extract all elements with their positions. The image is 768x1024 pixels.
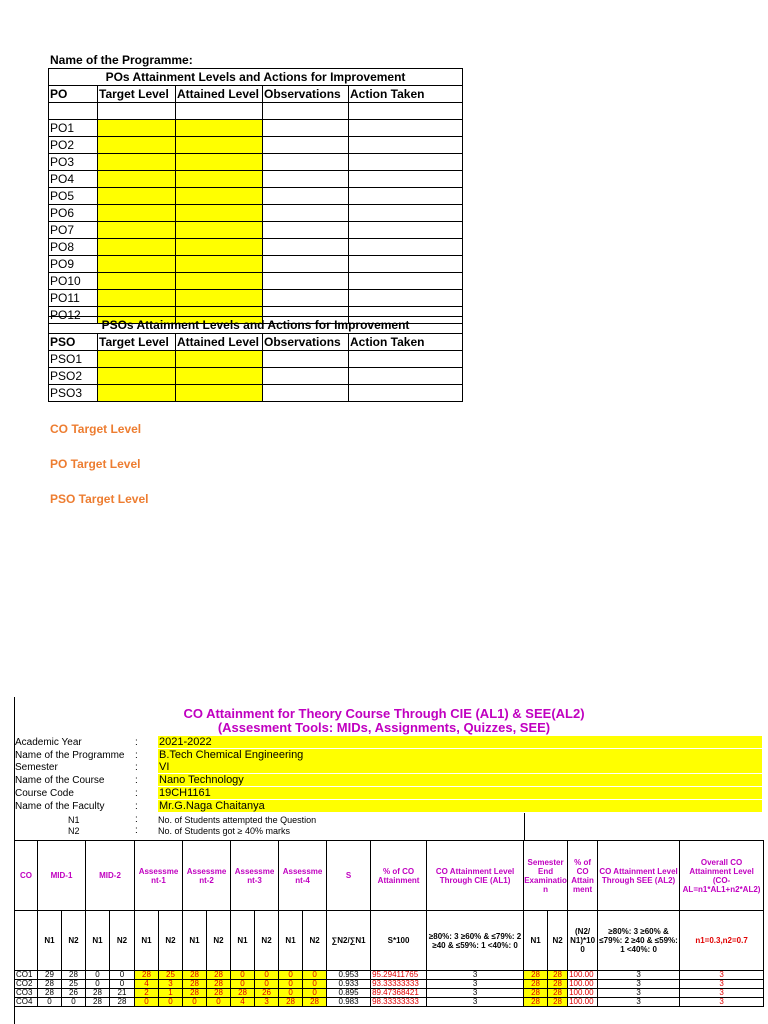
observations-cell[interactable] bbox=[263, 256, 349, 273]
header2-weights: n1=0.3,n2=0.7 bbox=[680, 911, 764, 971]
see-n2: 28 bbox=[548, 998, 568, 1007]
pct-attainment: 98.33333333 bbox=[371, 998, 427, 1007]
attained-level-cell[interactable] bbox=[176, 368, 263, 385]
info-label: Academic Year bbox=[15, 737, 82, 748]
a3-n2: 0 bbox=[255, 971, 279, 980]
a3-n1: 0 bbox=[231, 980, 255, 989]
header2-n1: N1 bbox=[231, 911, 255, 971]
see-level: 3 bbox=[598, 971, 680, 980]
co-row bbox=[15, 998, 764, 1007]
a3-n2: 26 bbox=[255, 989, 279, 998]
a1-n1: 28 bbox=[135, 971, 159, 980]
pso-row-label: PSO3 bbox=[49, 385, 98, 402]
cie-level: 3 bbox=[427, 980, 524, 989]
a4-n2: 28 bbox=[303, 998, 327, 1007]
header-see-exam: Semester End Examinatio n bbox=[524, 841, 568, 911]
header2-see-n1: N1 bbox=[524, 911, 548, 971]
po-row bbox=[49, 239, 463, 256]
po-row-label: PO7 bbox=[49, 222, 98, 239]
info-divider bbox=[524, 813, 525, 840]
po-target-level-label: PO Target Level bbox=[50, 457, 141, 471]
see-n2: 28 bbox=[548, 980, 568, 989]
a2-n2: 0 bbox=[207, 998, 231, 1007]
attained-level-cell[interactable] bbox=[176, 171, 263, 188]
po-row bbox=[49, 137, 463, 154]
info-value: 19CH1161 bbox=[158, 787, 762, 799]
header2-n2: N2 bbox=[62, 911, 86, 971]
a1-n1: 0 bbox=[135, 998, 159, 1007]
header-s: S bbox=[327, 841, 371, 911]
see-pct: 100.00 bbox=[568, 980, 598, 989]
po-row-label: PO6 bbox=[49, 205, 98, 222]
po-row-label: PO2 bbox=[49, 137, 98, 154]
info-label: Name of the Course bbox=[15, 775, 105, 787]
header2-s100: S*100 bbox=[371, 911, 427, 971]
po-attainment-table bbox=[48, 68, 463, 324]
a4-n1: 0 bbox=[279, 971, 303, 980]
header2-n2: N2 bbox=[303, 911, 327, 971]
a4-n1: 0 bbox=[279, 980, 303, 989]
header2-n1: N1 bbox=[38, 911, 62, 971]
note-label: N1 bbox=[68, 815, 80, 825]
a1-n1: 4 bbox=[135, 980, 159, 989]
attained-level-cell[interactable] bbox=[176, 154, 263, 171]
mid1-n1: 29 bbox=[38, 971, 62, 980]
mid1-n1: 28 bbox=[38, 980, 62, 989]
pso-table-caption: PSOs Attainment Levels and Actions for Improvement bbox=[49, 317, 463, 334]
mid1-n2: 28 bbox=[62, 971, 86, 980]
pso-row-label: PSO2 bbox=[49, 368, 98, 385]
attained-level-cell[interactable] bbox=[176, 222, 263, 239]
a2-n1: 28 bbox=[183, 980, 207, 989]
mid1-n2: 26 bbox=[62, 989, 86, 998]
po-row bbox=[49, 205, 463, 222]
note-text: No. of Students attempted the Question bbox=[158, 815, 317, 825]
header-pct-attainment: % of CO Attainment bbox=[371, 841, 427, 911]
info-colon: : bbox=[135, 814, 138, 825]
action-taken-cell[interactable] bbox=[349, 256, 463, 273]
see-level: 3 bbox=[598, 998, 680, 1007]
observations-cell[interactable] bbox=[263, 368, 349, 385]
cie-level: 3 bbox=[427, 998, 524, 1007]
a3-n1: 28 bbox=[231, 989, 255, 998]
po-header-3: Observations bbox=[263, 86, 349, 103]
target-level-cell[interactable] bbox=[98, 120, 176, 137]
pct-attainment: 95.29411765 bbox=[371, 971, 427, 980]
header-see-pct: % of CO Attain ment bbox=[568, 841, 598, 911]
a4-n1: 0 bbox=[279, 989, 303, 998]
cie-level: 3 bbox=[427, 971, 524, 980]
po-row bbox=[49, 120, 463, 137]
info-value: Mr.G.Naga Chaitanya bbox=[158, 800, 762, 812]
header-see-level: CO Attainment Level Through SEE (AL2) bbox=[598, 841, 680, 911]
observations-cell[interactable] bbox=[263, 290, 349, 307]
a2-n2: 28 bbox=[207, 980, 231, 989]
target-level-cell[interactable] bbox=[98, 205, 176, 222]
action-taken-cell[interactable] bbox=[349, 154, 463, 171]
pso-header-2: Attained Level bbox=[176, 334, 263, 351]
po-row bbox=[49, 290, 463, 307]
header2-n2: N2 bbox=[110, 911, 135, 971]
observations-cell[interactable] bbox=[263, 137, 349, 154]
a3-n2: 3 bbox=[255, 998, 279, 1007]
po-table-caption: POs Attainment Levels and Actions for Improvement bbox=[49, 69, 463, 86]
pso-header-0: PSO bbox=[49, 334, 98, 351]
observations-cell[interactable] bbox=[263, 188, 349, 205]
po-row-label: PO4 bbox=[49, 171, 98, 188]
target-level-cell[interactable] bbox=[98, 188, 176, 205]
po-row bbox=[49, 273, 463, 290]
see-level: 3 bbox=[598, 980, 680, 989]
observations-cell[interactable] bbox=[263, 273, 349, 290]
co-id: CO3 bbox=[15, 989, 38, 998]
note-label: N2 bbox=[68, 826, 80, 836]
observations-cell[interactable] bbox=[263, 205, 349, 222]
pso-row-label: PSO1 bbox=[49, 351, 98, 368]
s-value: 0.933 bbox=[327, 980, 371, 989]
po-header-2: Attained Level bbox=[176, 86, 263, 103]
info-colon: : bbox=[135, 800, 138, 812]
mid2-n1: 28 bbox=[86, 989, 110, 998]
attained-level-cell[interactable] bbox=[176, 239, 263, 256]
a3-n1: 4 bbox=[231, 998, 255, 1007]
a4-n2: 0 bbox=[303, 980, 327, 989]
info-label: Course Code bbox=[15, 787, 74, 799]
a2-n1: 28 bbox=[183, 989, 207, 998]
attained-level-cell[interactable] bbox=[176, 385, 263, 402]
observations-cell[interactable] bbox=[263, 154, 349, 171]
po-row-label: PO1 bbox=[49, 120, 98, 137]
mid2-n2: 0 bbox=[110, 971, 135, 980]
a1-n1: 2 bbox=[135, 989, 159, 998]
a2-n1: 28 bbox=[183, 971, 207, 980]
see-n1: 28 bbox=[524, 971, 548, 980]
info-colon: : bbox=[135, 825, 138, 836]
target-level-cell[interactable] bbox=[98, 137, 176, 154]
header2-scale: ≥80%: 3 ≥60% & ≤79%: 2 ≥40 & ≤59%: 1 <40%: 0 bbox=[427, 911, 524, 971]
info-colon: : bbox=[135, 787, 138, 799]
header2-n1: N1 bbox=[279, 911, 303, 971]
pso-attainment-table bbox=[48, 316, 463, 402]
mid1-n1: 28 bbox=[38, 989, 62, 998]
target-level-cell[interactable] bbox=[98, 154, 176, 171]
note-text: No. of Students got ≥ 40% marks bbox=[158, 826, 291, 836]
attained-level-cell[interactable] bbox=[176, 256, 263, 273]
overall-level: 3 bbox=[680, 998, 764, 1007]
action-taken-cell[interactable] bbox=[349, 239, 463, 256]
action-taken-cell[interactable] bbox=[349, 188, 463, 205]
co-row bbox=[15, 989, 764, 998]
po-row bbox=[49, 171, 463, 188]
action-taken-cell[interactable] bbox=[349, 385, 463, 402]
co-id: CO1 bbox=[15, 971, 38, 980]
see-n1: 28 bbox=[524, 980, 548, 989]
header2-n1: N1 bbox=[135, 911, 159, 971]
attained-level-cell[interactable] bbox=[176, 205, 263, 222]
action-taken-cell[interactable] bbox=[349, 368, 463, 385]
co-attainment-subtitle: (Assesment Tools: MIDs, Assignments, Quizzes, SEE) bbox=[217, 720, 551, 735]
header-cie-level: CO Attainment Level Through CIE (AL1) bbox=[427, 841, 524, 911]
header-co: CO bbox=[15, 841, 38, 911]
header2-ratio: (N2/ N1)*10 0 bbox=[568, 911, 598, 971]
attained-level-cell[interactable] bbox=[176, 137, 263, 154]
po-row bbox=[49, 256, 463, 273]
attained-level-cell[interactable] bbox=[176, 188, 263, 205]
observations-cell[interactable] bbox=[263, 239, 349, 256]
target-level-cell[interactable] bbox=[98, 385, 176, 402]
target-level-cell[interactable] bbox=[98, 351, 176, 368]
action-taken-cell[interactable] bbox=[349, 222, 463, 239]
info-colon: : bbox=[135, 749, 138, 761]
po-row-label: PO10 bbox=[49, 273, 98, 290]
co-id: CO2 bbox=[15, 980, 38, 989]
observations-cell[interactable] bbox=[263, 120, 349, 137]
a1-n2: 1 bbox=[159, 989, 183, 998]
header2-blank bbox=[15, 911, 38, 971]
header2-n2: N2 bbox=[159, 911, 183, 971]
co-target-level-label: CO Target Level bbox=[50, 422, 142, 436]
info-label: Semester bbox=[15, 762, 58, 774]
a1-n2: 0 bbox=[159, 998, 183, 1007]
header-assessment3: Assessme nt-3 bbox=[231, 841, 279, 911]
attained-level-cell[interactable] bbox=[176, 290, 263, 307]
programme-title: Name of the Programme: bbox=[50, 53, 193, 67]
header2-sum: ∑N2/∑N1 bbox=[327, 911, 371, 971]
pct-attainment: 89.47368421 bbox=[371, 989, 427, 998]
a4-n1: 28 bbox=[279, 998, 303, 1007]
overall-level: 3 bbox=[680, 980, 764, 989]
header2-n1: N1 bbox=[183, 911, 207, 971]
info-value: B.Tech Chemical Engineering bbox=[158, 749, 762, 761]
action-taken-cell[interactable] bbox=[349, 351, 463, 368]
see-level: 3 bbox=[598, 989, 680, 998]
header2-n1: N1 bbox=[86, 911, 110, 971]
info-value: 2021-2022 bbox=[158, 736, 762, 748]
header2-n2: N2 bbox=[255, 911, 279, 971]
a2-n1: 0 bbox=[183, 998, 207, 1007]
pso-header-1: Target Level bbox=[98, 334, 176, 351]
see-n2: 28 bbox=[548, 971, 568, 980]
target-level-cell[interactable] bbox=[98, 222, 176, 239]
target-level-cell[interactable] bbox=[98, 290, 176, 307]
pso-row bbox=[49, 351, 463, 368]
pso-row bbox=[49, 385, 463, 402]
see-pct: 100.00 bbox=[568, 971, 598, 980]
header2-n2: N2 bbox=[207, 911, 231, 971]
mid2-n1: 0 bbox=[86, 971, 110, 980]
see-pct: 100.00 bbox=[568, 998, 598, 1007]
action-taken-cell[interactable] bbox=[349, 290, 463, 307]
action-taken-cell[interactable] bbox=[349, 137, 463, 154]
overall-level: 3 bbox=[680, 989, 764, 998]
info-label: Name of the Programme bbox=[15, 749, 125, 761]
pso-header-3: Observations bbox=[263, 334, 349, 351]
po-row-label: PO8 bbox=[49, 239, 98, 256]
po-row-label: PO9 bbox=[49, 256, 98, 273]
pso-row bbox=[49, 368, 463, 385]
target-level-cell[interactable] bbox=[98, 368, 176, 385]
po-row-label: PO3 bbox=[49, 154, 98, 171]
po-row-label: PO5 bbox=[49, 188, 98, 205]
mid1-n1: 0 bbox=[38, 998, 62, 1007]
co-attainment-table bbox=[14, 840, 764, 1007]
cie-level: 3 bbox=[427, 989, 524, 998]
mid1-n2: 25 bbox=[62, 980, 86, 989]
observations-cell[interactable] bbox=[263, 385, 349, 402]
mid2-n1: 28 bbox=[86, 998, 110, 1007]
po-row bbox=[49, 154, 463, 171]
pso-header-4: Action Taken bbox=[349, 334, 463, 351]
header-assessment1: Assessme nt-1 bbox=[135, 841, 183, 911]
observations-cell[interactable] bbox=[263, 171, 349, 188]
mid2-n2: 21 bbox=[110, 989, 135, 998]
see-n1: 28 bbox=[524, 998, 548, 1007]
s-value: 0.953 bbox=[327, 971, 371, 980]
target-level-cell[interactable] bbox=[98, 273, 176, 290]
po-row bbox=[49, 188, 463, 205]
header2-see-n2: N2 bbox=[548, 911, 568, 971]
header-mid1: MID-1 bbox=[38, 841, 86, 911]
co-row bbox=[15, 980, 764, 989]
a3-n2: 0 bbox=[255, 980, 279, 989]
info-colon: : bbox=[135, 775, 138, 787]
overall-level: 3 bbox=[680, 971, 764, 980]
see-n2: 28 bbox=[548, 989, 568, 998]
header-overall: Overall CO Attainment Level (CO-AL=n1*AL1+n2*AL2) bbox=[680, 841, 764, 911]
action-taken-cell[interactable] bbox=[349, 205, 463, 222]
po-header-4: Action Taken bbox=[349, 86, 463, 103]
a2-n2: 28 bbox=[207, 971, 231, 980]
header-mid2: MID-2 bbox=[86, 841, 135, 911]
mid1-n2: 0 bbox=[62, 998, 86, 1007]
pct-attainment: 93.33333333 bbox=[371, 980, 427, 989]
see-pct: 100.00 bbox=[568, 989, 598, 998]
a2-n2: 28 bbox=[207, 989, 231, 998]
mid2-n1: 0 bbox=[86, 980, 110, 989]
info-label: Name of the Faculty bbox=[15, 800, 105, 812]
target-level-cell[interactable] bbox=[98, 171, 176, 188]
a1-n2: 25 bbox=[159, 971, 183, 980]
co-id: CO4 bbox=[15, 998, 38, 1007]
pso-target-level-label: PSO Target Level bbox=[50, 492, 149, 506]
observations-cell[interactable] bbox=[263, 351, 349, 368]
po-row-label: PO12 bbox=[49, 307, 98, 324]
co-attainment-title: CO Attainment for Theory Course Through CIE (AL1) & SEE(AL2) bbox=[183, 706, 585, 721]
info-value: VI bbox=[158, 761, 762, 773]
info-colon: : bbox=[135, 737, 138, 748]
po-row-label: PO11 bbox=[49, 290, 98, 307]
po-row bbox=[49, 222, 463, 239]
po-header-1: Target Level bbox=[98, 86, 176, 103]
header2-scale-see: ≥80%: 3 ≥60% & ≤79%: 2 ≥40 & ≤59%: 1 <40%: 0 bbox=[598, 911, 680, 971]
mid2-n2: 0 bbox=[110, 980, 135, 989]
s-value: 0.895 bbox=[327, 989, 371, 998]
mid2-n2: 28 bbox=[110, 998, 135, 1007]
action-taken-cell[interactable] bbox=[349, 120, 463, 137]
target-level-cell[interactable] bbox=[98, 239, 176, 256]
header-assessment4: Assessme nt-4 bbox=[279, 841, 327, 911]
attained-level-cell[interactable] bbox=[176, 351, 263, 368]
co-row bbox=[15, 971, 764, 980]
see-n1: 28 bbox=[524, 989, 548, 998]
attained-level-cell[interactable] bbox=[176, 273, 263, 290]
a4-n2: 0 bbox=[303, 971, 327, 980]
target-level-cell[interactable] bbox=[98, 256, 176, 273]
info-value: Nano Technology bbox=[158, 774, 762, 786]
a1-n2: 3 bbox=[159, 980, 183, 989]
a4-n2: 0 bbox=[303, 989, 327, 998]
po-header-0: PO bbox=[49, 86, 98, 103]
action-taken-cell[interactable] bbox=[349, 171, 463, 188]
attained-level-cell[interactable] bbox=[176, 120, 263, 137]
header-assessment2: Assessme nt-2 bbox=[183, 841, 231, 911]
a3-n1: 0 bbox=[231, 971, 255, 980]
info-colon: : bbox=[135, 762, 138, 774]
observations-cell[interactable] bbox=[263, 222, 349, 239]
s-value: 0.983 bbox=[327, 998, 371, 1007]
action-taken-cell[interactable] bbox=[349, 273, 463, 290]
